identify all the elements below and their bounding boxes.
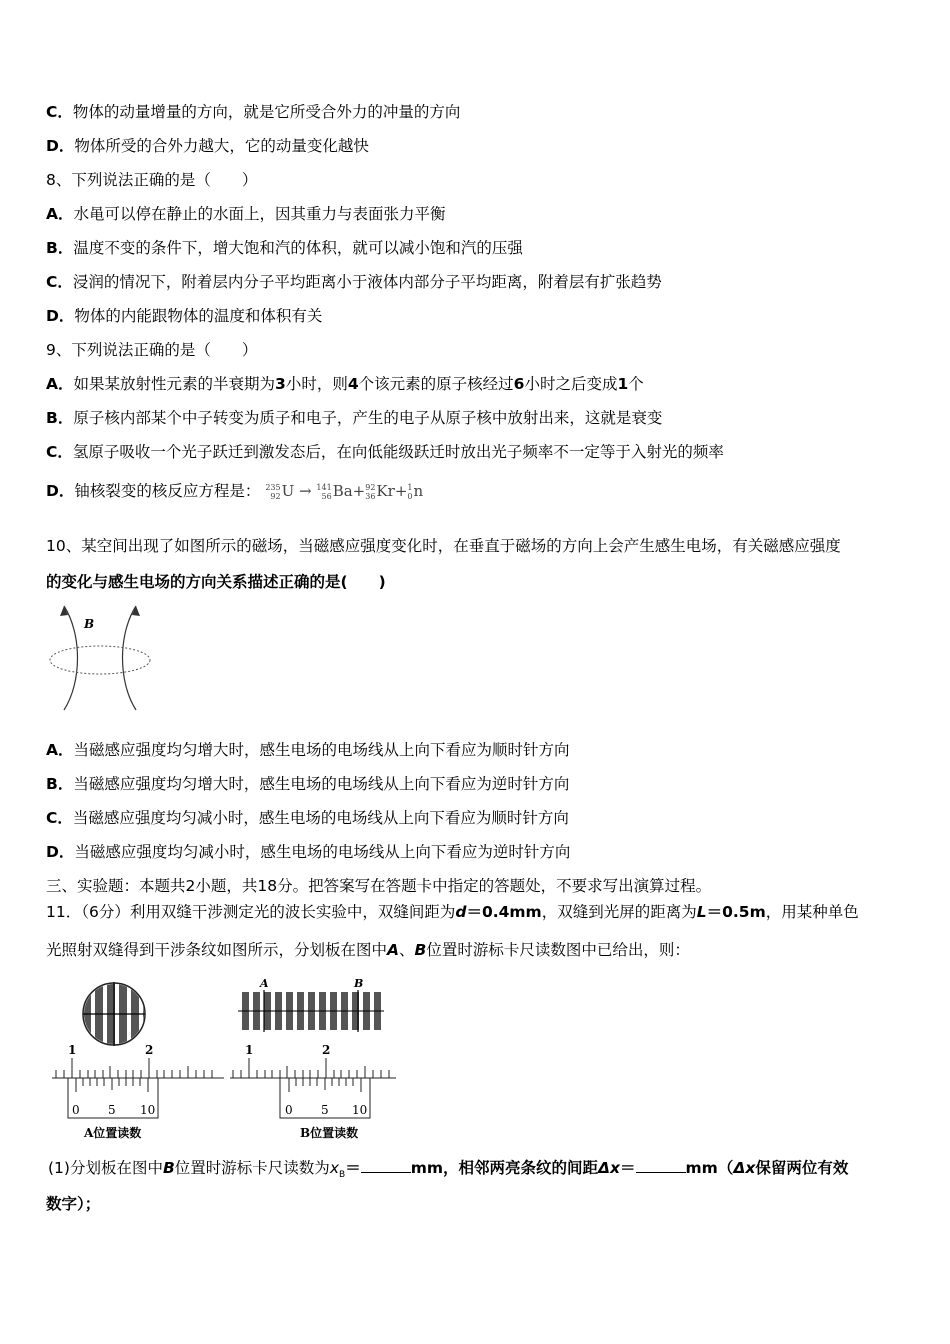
q10-option-d-text: 当磁感应强度均匀减小时，感生电场的电场线从上向下看应为逆时针方向 (74, 843, 571, 861)
q10-option-d: D．当磁感应强度均匀减小时，感生电场的电场线从上向下看应为逆时针方向 (46, 843, 571, 861)
u-symbol: U (281, 482, 295, 500)
q9-option-c: C．氢原子吸收一个光子跃迁到激发态后，在向低能级跃迁时放出光子频率不一定等于入射光的频率 (46, 443, 724, 461)
q9-option-d: D．铀核裂变的核反应方程是： 235 92 U → 141 56 Ba+ 92 36 Kr+ 1 0 n (46, 482, 424, 501)
q9-a-num-1: 3 (275, 375, 286, 393)
sub1-text-5: 保留两位有效 (755, 1159, 849, 1177)
answer-blank-xb[interactable] (361, 1158, 411, 1173)
q9-a-text-2: 小时，则 (285, 375, 348, 393)
q8-option-a-text: 水黾可以停在静止的水面上，因其重力与表面张力平衡 (73, 205, 446, 223)
q11-sub1-line-1 (48, 1158, 848, 1185)
vernier-label-5: 5 (108, 1103, 116, 1117)
q11-text-5: 位置时游标卡尺读数图中已给出，则： (426, 941, 690, 959)
fission-equation (265, 482, 423, 500)
q10-option-c: C．当磁感应强度均匀减小时，感生电场的电场线从上向下看应为顺时针方向 (46, 809, 569, 827)
plus-sign: + (352, 482, 366, 500)
q7-option-c: C．物体的动量增量的方向，就是它所受合外力的冲量的方向 (46, 103, 461, 121)
equals-1: ＝ (345, 1159, 361, 1177)
ba-symbol: Ba (332, 482, 353, 500)
n-symbol: n (413, 482, 424, 500)
ba-mass: 141 (316, 483, 332, 492)
q8-option-d-text: 物体的内能跟物体的温度和体积有关 (74, 307, 323, 325)
q9-a-num-3: 6 (513, 375, 525, 393)
q9-stem: 9、下列说法正确的是（ ） (46, 341, 258, 359)
q8-option-b-text: 温度不变的条件下，增大饱和汽的体积，就可以减小饱和汽的压强 (73, 239, 523, 257)
ba-number: 56 (321, 492, 332, 501)
kr-symbol: Kr (376, 482, 395, 500)
n-mass: 1 (407, 483, 413, 492)
plus-sign: + (394, 482, 408, 500)
main-scale-ticks (230, 1058, 396, 1078)
value-l: ＝0.5m (706, 903, 766, 921)
field-line-left (64, 606, 78, 710)
vernier-figure-a (48, 974, 228, 1142)
caption-a: A位置读数 (84, 1126, 142, 1140)
q10-option-b: B．当磁感应强度均匀增大时，感生电场的电场线从上向下看应为逆时针方向 (46, 775, 570, 793)
delta-x: Δx (598, 1159, 621, 1177)
q8-option-c: C．浸润的情况下，附着层内分子平均距离小于液体内部分子平均距离，附着层有扩张趋势 (46, 273, 662, 291)
q9-option-b: B．原子核内部某个中子转变为质子和电子，产生的电子从原子核中放射出来，这就是衰变 (46, 409, 663, 427)
q11-sub1-line-2: 数字）； (46, 1195, 101, 1213)
kr-mass: 92 (365, 483, 376, 492)
value-d: ＝0.4mm (466, 903, 542, 921)
q9-a-text-5: 个 (628, 375, 644, 393)
var-a: A (387, 941, 400, 959)
q10-option-a: A．当磁感应强度均匀增大时，感生电场的电场线从上向下看应为顺时针方向 (46, 741, 570, 759)
magnetic-field-figure (44, 604, 156, 712)
vernier-label-10: 10 (352, 1103, 368, 1117)
main-scale-1: 1 (68, 1043, 77, 1057)
n-number: 0 (407, 492, 413, 501)
var-l: L (696, 903, 707, 921)
q7-option-d: D．物体所受的合外力越大，它的动量变化越快 (46, 137, 369, 155)
q9-option-b-text: 原子核内部某个中子转变为质子和电子，产生的电子从原子核中放射出来，这就是衰变 (73, 409, 663, 427)
separator: 、 (399, 941, 415, 959)
q11-text-2: ，双缝到光屏的距离为 (541, 903, 697, 921)
q10-stem-line-1: 10、某空间出现了如图所示的磁场，当磁感应强度变化时，在垂直于磁场的方向上会产生感生电场，有关磁感应强度 (46, 537, 841, 555)
q8-option-d: D．物体的内能跟物体的温度和体积有关 (46, 307, 323, 325)
vernier-label-10: 10 (140, 1103, 156, 1117)
induced-field-loop (50, 646, 150, 674)
q9-a-text-1: 如果某放射性元素的半衰期为 (73, 375, 276, 393)
q8-option-c-text: 浸润的情况下，附着层内分子平均距离小于液体内部分子平均距离，附着层有扩张趋势 (72, 273, 662, 291)
var-b: B (414, 941, 427, 959)
vernier-figure-b (228, 974, 400, 1142)
field-line-right (123, 606, 137, 710)
vernier-ticks (289, 1078, 361, 1092)
main-scale-1: 1 (245, 1043, 254, 1057)
q9-a-text-3: 个该元素的原子核经过 (358, 375, 514, 393)
q11-stem-line-2 (46, 940, 690, 960)
fringe-label-a: A (260, 977, 269, 990)
q11-stem-line-1 (46, 902, 859, 922)
q9-a-num-4: 1 (617, 375, 629, 393)
q7-option-d-text: 物体所受的合外力越大，它的动量变化越快 (74, 137, 369, 155)
fringe-label-b: B (354, 977, 364, 990)
vernier-ticks (76, 1078, 148, 1092)
sub1-var-b: B (162, 1159, 175, 1177)
delta-x-2: Δx (733, 1159, 756, 1177)
main-scale-2: 2 (322, 1043, 331, 1057)
field-label-b: B (84, 617, 95, 631)
q10-option-a-text: 当磁感应强度均匀增大时，感生电场的电场线从上向下看应为顺时针方向 (73, 741, 570, 759)
vernier-label-0: 0 (285, 1103, 293, 1117)
vernier-label-0: 0 (72, 1103, 80, 1117)
u-mass: 235 (265, 483, 281, 492)
main-scale-ticks (52, 1058, 224, 1078)
q8-stem: 8、下列说法正确的是（ ） (46, 171, 258, 189)
section-3-heading: 三、实验题：本题共2小题，共18分。把答案写在答题卡中指定的答题处，不要求写出演算过程。 (46, 877, 712, 895)
main-scale-2: 2 (145, 1043, 154, 1057)
vernier-label-5: 5 (321, 1103, 329, 1117)
q11-text-4: 光照射双缝得到干涉条纹如图所示，分划板在图中 (46, 941, 388, 959)
sub1-text-4: mm（ (685, 1159, 734, 1177)
q10-option-c-text: 当磁感应强度均匀减小时，感生电场的电场线从上向下看应为顺时针方向 (72, 809, 569, 827)
q7-option-c-text: 物体的动量增量的方向，就是它所受合外力的冲量的方向 (72, 103, 461, 121)
var-d: d (455, 903, 467, 921)
q9-a-num-2: 4 (347, 375, 359, 393)
caption-b: B位置读数 (300, 1126, 359, 1140)
q9-a-text-4: 小时之后变成 (524, 375, 618, 393)
q9-option-a: A．如果某放射性元素的半衰期为3小时，则4个该元素的原子核经过6小时之后变成1个 (46, 375, 644, 393)
sub1-text-1: (1)分划板在图中 (48, 1159, 163, 1177)
sub1-text-3: mm，相邻两亮条纹的间距 (410, 1159, 599, 1177)
q9-option-c-text: 氢原子吸收一个光子跃迁到激发态后，在向低能级跃迁时放出光子频率不一定等于入射光的频率 (72, 443, 724, 461)
reaction-arrow: → (299, 482, 312, 500)
u-number: 92 (270, 492, 281, 501)
var-x: x (329, 1159, 339, 1177)
equals-2: ＝ (620, 1159, 636, 1177)
var-x-subscript: B (339, 1170, 346, 1181)
kr-number: 36 (365, 492, 376, 501)
q11-text-1: 11．（6分）利用双缝干涉测定光的波长实验中，双缝间距为 (46, 903, 456, 921)
q11-text-3: ，用某种单色 (765, 903, 859, 921)
q8-option-b: B．温度不变的条件下，增大饱和汽的体积，就可以减小饱和汽的压强 (46, 239, 523, 257)
q10-stem-line-2: 的变化与感生电场的方向关系描述正确的是( ) (46, 573, 386, 591)
q8-option-a: A．水黾可以停在静止的水面上，因其重力与表面张力平衡 (46, 205, 446, 223)
q9-option-d-text: 铀核裂变的核反应方程是： (74, 482, 261, 500)
sub1-text-2: 位置时游标卡尺读数为 (174, 1159, 330, 1177)
q10-option-b-text: 当磁感应强度均匀增大时，感生电场的电场线从上向下看应为逆时针方向 (73, 775, 570, 793)
answer-blank-dx[interactable] (636, 1158, 686, 1173)
